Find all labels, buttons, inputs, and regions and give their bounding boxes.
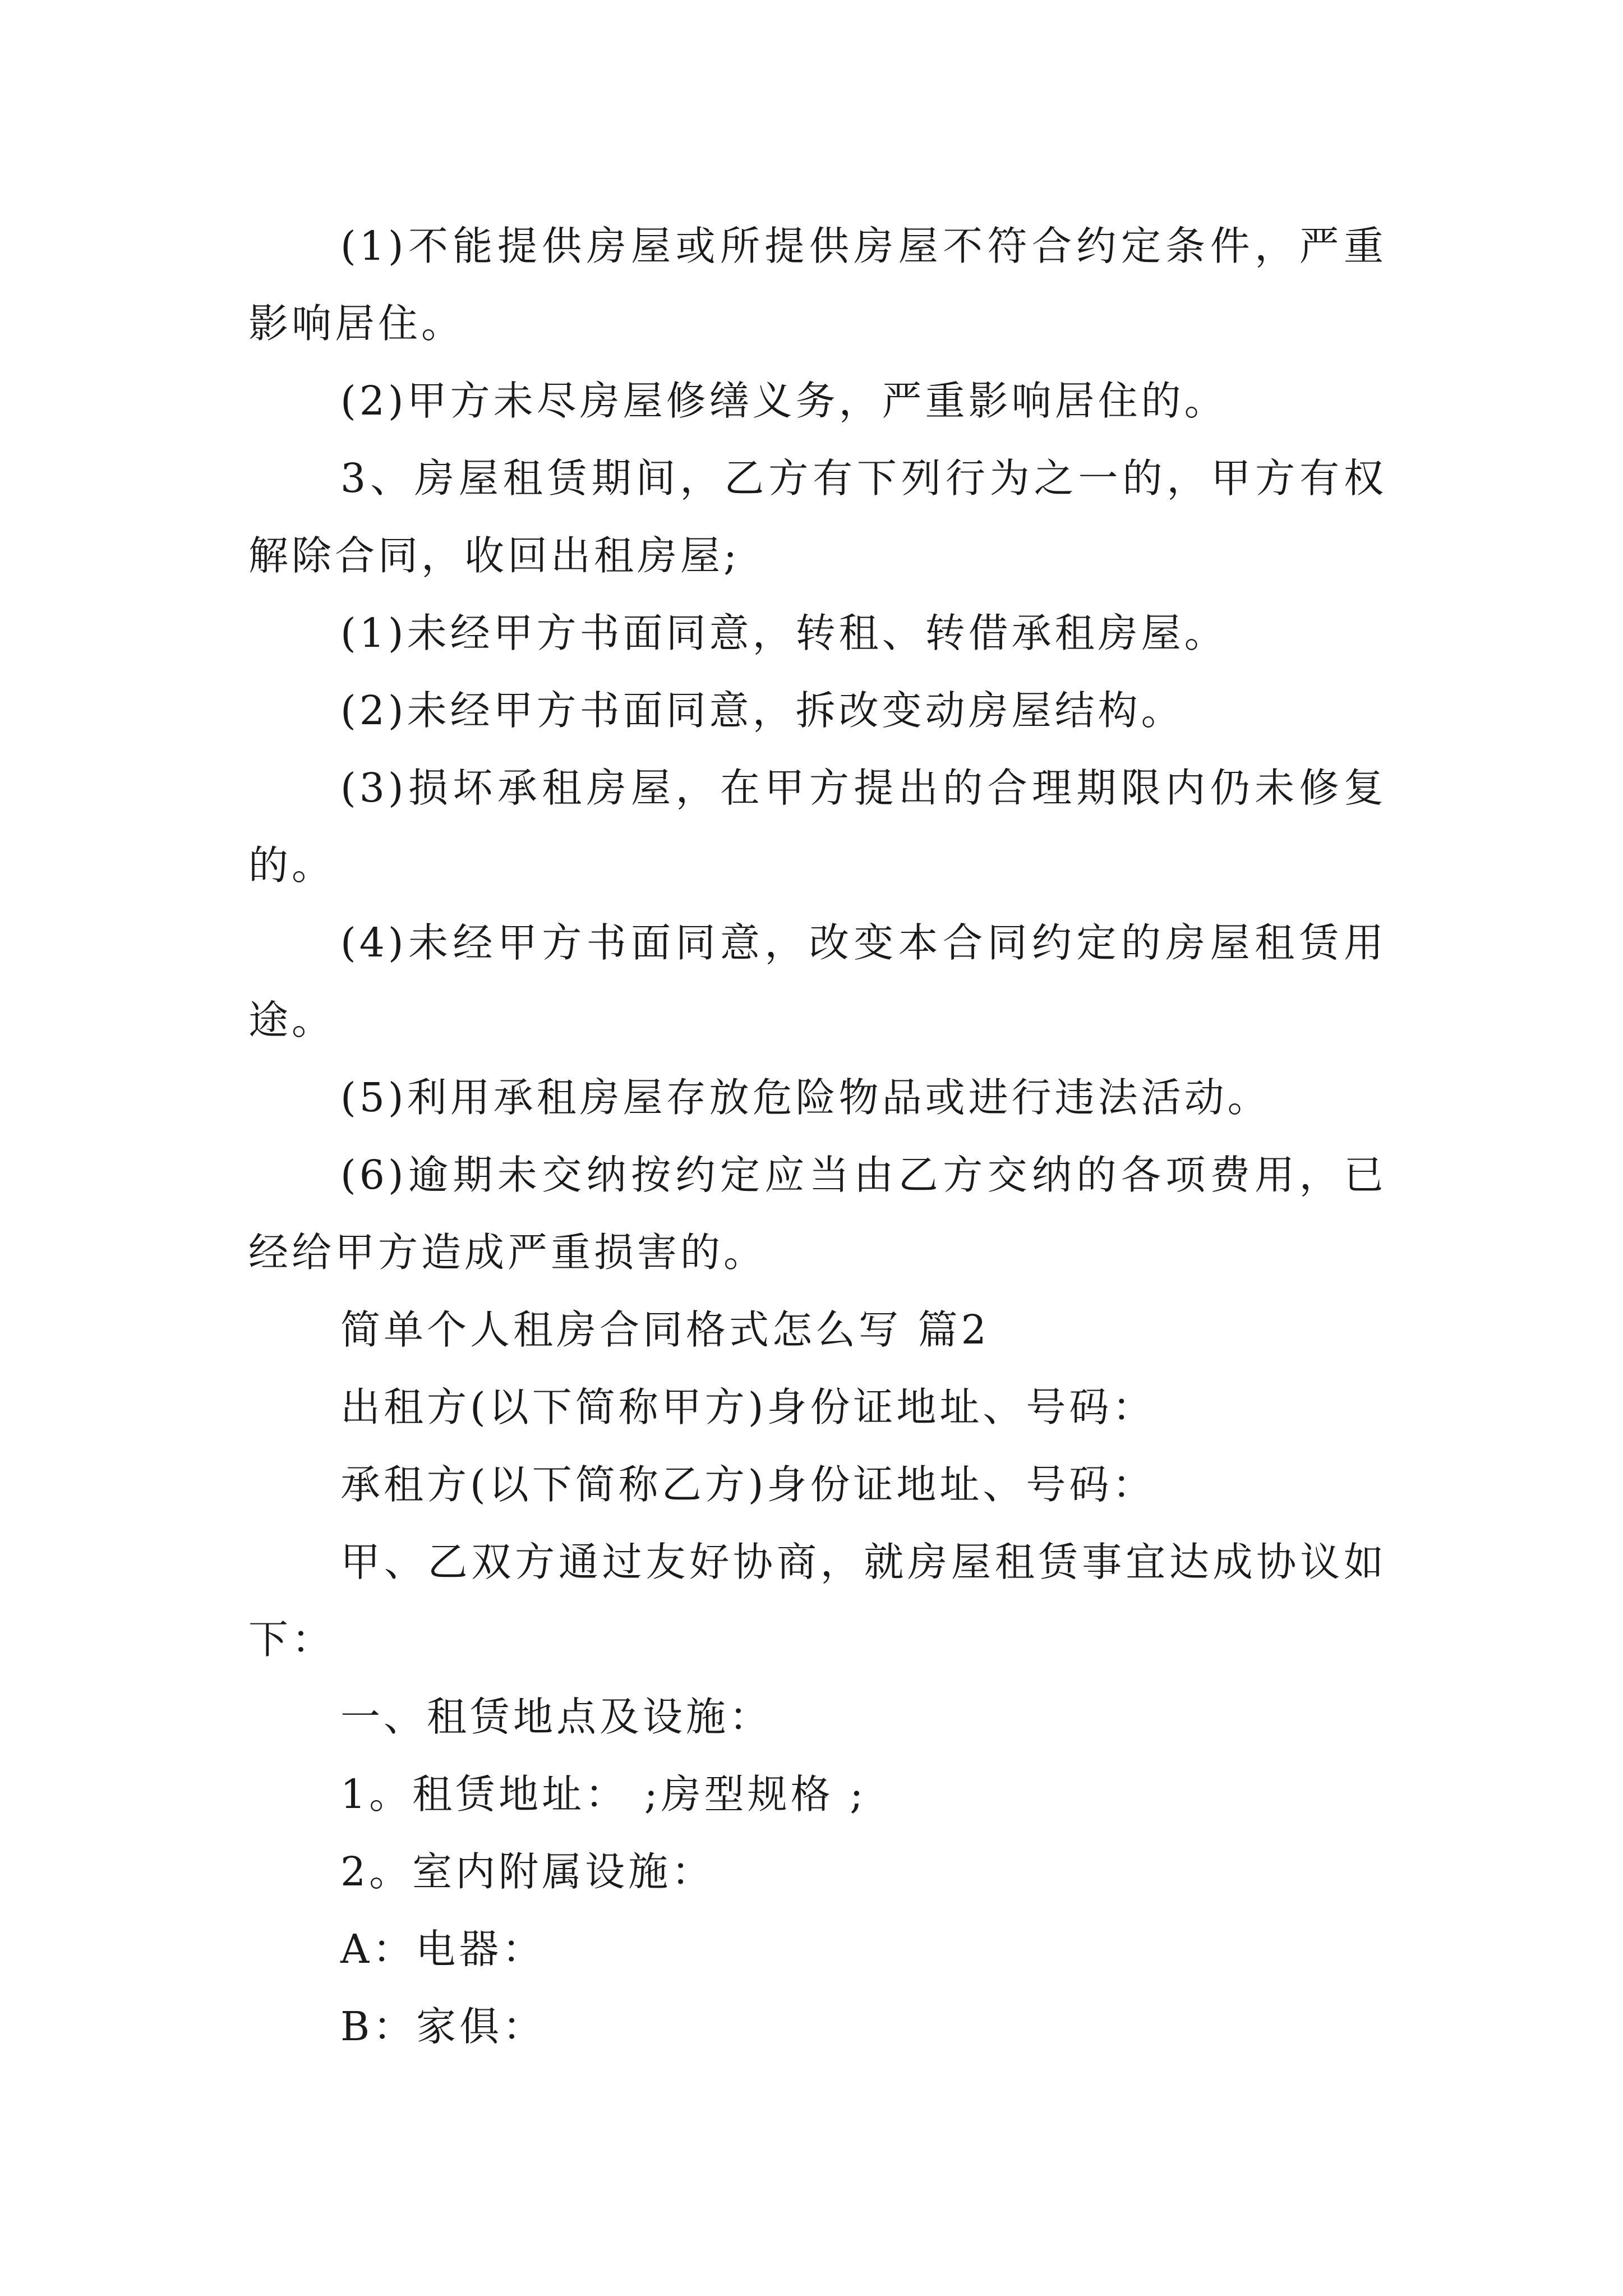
section-title: 简单个人租房合同格式怎么写 篇2 [340, 1306, 990, 1353]
clause-2-item-1: (1)不能提供房屋或所提供房屋不符合约定条件，严重影响居住。 [248, 223, 1387, 347]
clause-3-item-1: (1)未经甲方书面同意，转租、转借承租房屋。 [340, 610, 1228, 656]
lessee-line: 承租方(以下简称乙方)身份证地址、号码： [340, 1461, 1156, 1508]
section-1-heading: 一、租赁地点及设施： [340, 1694, 773, 1740]
document-body [248, 208, 1387, 2065]
clause-3-heading: 3、房屋租赁期间，乙方有下列行为之一的，甲方有权解除合同，收回出租房屋; [248, 455, 1387, 579]
appliances-line: A：电器： [340, 1926, 546, 1972]
facilities-line: 2。室内附属设施： [340, 1848, 715, 1895]
clause-3-item-3: (3)损坏承租房屋，在甲方提出的合理期限内仍未修复的。 [248, 765, 1387, 889]
rental-address-line: 1。租赁地址： ;房型规格 ; [340, 1771, 867, 1818]
clause-3-item-4: (4)未经甲方书面同意，改变本合同约定的房屋租赁用途。 [248, 919, 1387, 1043]
clause-3-item-5: (5)利用承租房屋存放危险物品或进行违法活动。 [340, 1074, 1271, 1121]
furniture-line: B：家俱： [340, 2003, 546, 2050]
lessor-line: 出租方(以下简称甲方)身份证地址、号码： [340, 1384, 1156, 1430]
clause-3-item-2: (2)未经甲方书面同意，拆改变动房屋结构。 [340, 687, 1184, 734]
clause-3-item-6: (6)逾期未交纳按约定应当由乙方交纳的各项费用，已经给甲方造成严重损害的。 [248, 1152, 1387, 1276]
clause-2-item-2: (2)甲方未尽房屋修缮义务，严重影响居住的。 [340, 378, 1228, 424]
agreement-intro: 甲、乙双方通过友好协商，就房屋租赁事宜达成协议如下： [248, 1539, 1387, 1663]
